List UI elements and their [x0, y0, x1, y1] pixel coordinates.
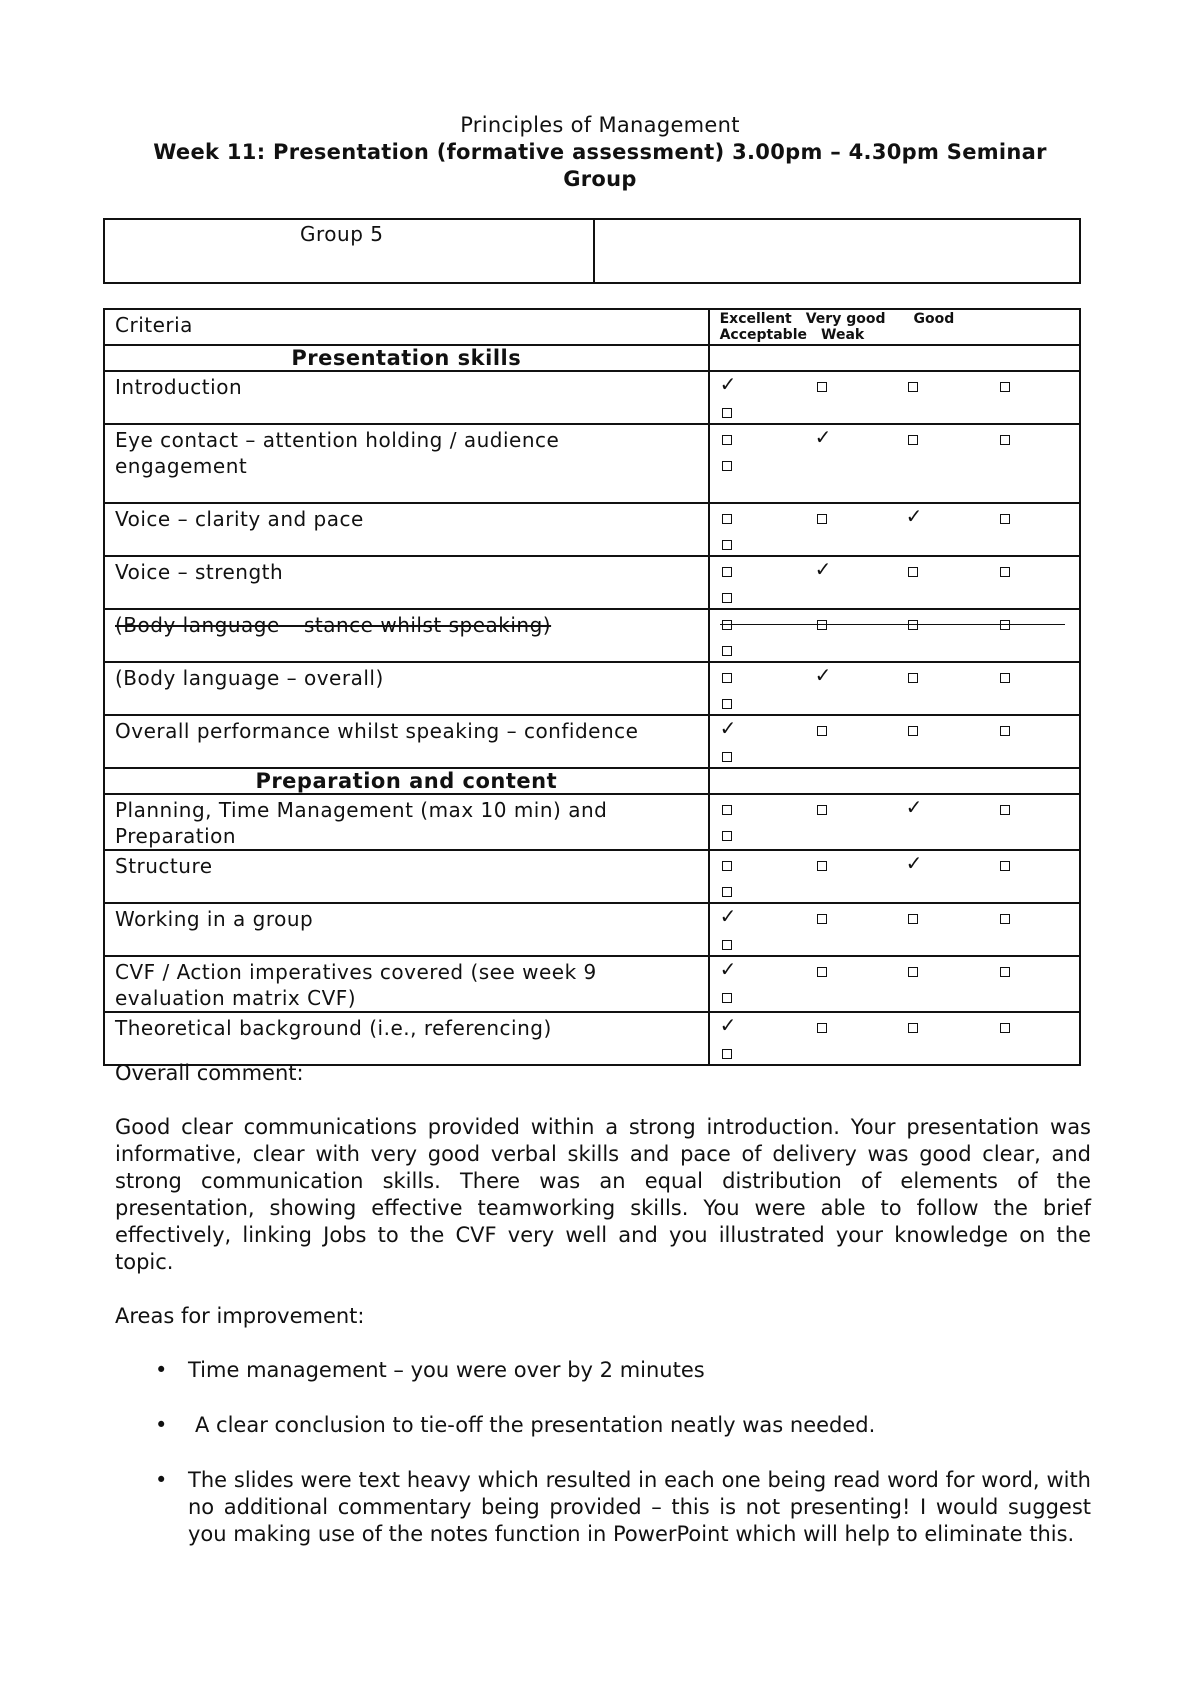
section-rating-blank	[709, 345, 1080, 371]
checkbox-good-icon	[908, 435, 918, 445]
rating-cell	[709, 503, 1080, 556]
section-rating-blank	[709, 768, 1080, 794]
group-value-cell	[594, 219, 1080, 283]
rating-cell	[709, 556, 1080, 609]
document-subtitle-continued: Group	[563, 167, 637, 191]
checkbox-good-icon	[908, 673, 918, 683]
document-title: Principles of Management	[460, 113, 740, 137]
rating-cell	[709, 956, 1080, 1012]
checkbox-weak-icon	[722, 646, 732, 656]
bullet-icon: •	[155, 1413, 168, 1437]
criteria-row	[104, 503, 1080, 556]
rating-cell	[709, 850, 1080, 903]
criteria-row	[104, 371, 1080, 424]
criteria-label: Voice – strength	[104, 556, 709, 609]
checkbox-weak-icon	[722, 752, 732, 762]
checkbox-weak-icon	[722, 408, 732, 418]
checkbox-very-good-icon	[817, 861, 827, 871]
document-subtitle: Week 11: Presentation (formative assessment) 3.00pm – 4.30pm Seminar	[153, 140, 1047, 164]
rating-scale-header	[709, 309, 1080, 345]
checkbox-acceptable-icon	[1000, 914, 1010, 924]
criteria-row	[104, 556, 1080, 609]
criteria-row	[104, 609, 1080, 662]
checkbox-excellent-icon	[722, 567, 732, 577]
improvement-label: Areas for improvement:	[115, 1304, 365, 1328]
checkmark-good-icon: ✓	[905, 851, 923, 875]
checkbox-good-icon	[908, 726, 918, 736]
criteria-header-label: Criteria	[104, 309, 709, 345]
checkbox-excellent-icon	[722, 435, 732, 445]
criteria-label: (Body language – overall)	[104, 662, 709, 715]
rating-cell	[709, 609, 1080, 662]
criteria-label: Voice – clarity and pace	[104, 503, 709, 556]
checkmark-very-good-icon: ✓	[814, 663, 832, 687]
checkbox-very-good-icon	[817, 382, 827, 392]
criteria-table	[103, 308, 1081, 1066]
criteria-row	[104, 424, 1080, 503]
scale-good: Good	[913, 311, 955, 327]
checkbox-acceptable-icon	[1000, 805, 1010, 815]
criteria-label: Working in a group	[104, 903, 709, 956]
section-title: Presentation skills	[104, 345, 709, 371]
checkbox-acceptable-icon	[1000, 435, 1010, 445]
scale-very-good: Very good	[805, 311, 886, 327]
checkbox-very-good-icon	[817, 914, 827, 924]
checkbox-acceptable-icon	[1000, 382, 1010, 392]
criteria-label: Introduction	[104, 371, 709, 424]
checkbox-acceptable-icon	[1000, 967, 1010, 977]
checkbox-very-good-icon	[817, 620, 827, 630]
section-title: Preparation and content	[104, 768, 709, 794]
checkmark-good-icon: ✓	[905, 795, 923, 819]
section-row	[104, 345, 1080, 371]
criteria-label: Planning, Time Management (max 10 min) and Preparation	[104, 794, 709, 850]
rating-cell	[709, 371, 1080, 424]
checkbox-excellent-icon	[722, 514, 732, 524]
checkbox-acceptable-icon	[1000, 861, 1010, 871]
bullet-icon: •	[155, 1468, 168, 1492]
checkbox-good-icon	[908, 967, 918, 977]
rating-cell	[709, 424, 1080, 503]
checkmark-very-good-icon: ✓	[814, 557, 832, 581]
checkbox-weak-icon	[722, 699, 732, 709]
checkbox-excellent-icon	[722, 620, 732, 630]
checkbox-acceptable-icon	[1000, 673, 1010, 683]
improvement-item	[115, 1412, 1091, 1439]
criteria-label: (Body language – stance whilst speaking)	[104, 609, 709, 662]
checkbox-acceptable-icon	[1000, 726, 1010, 736]
checkbox-excellent-icon	[722, 673, 732, 683]
section-row	[104, 768, 1080, 794]
strikethrough-line	[720, 624, 1065, 625]
scale-weak: Weak	[821, 327, 865, 343]
checkbox-good-icon	[908, 567, 918, 577]
rating-cell	[709, 715, 1080, 768]
criteria-label: Overall performance whilst speaking – confidence	[104, 715, 709, 768]
checkbox-acceptable-icon	[1000, 514, 1010, 524]
criteria-row	[104, 850, 1080, 903]
checkbox-very-good-icon	[817, 967, 827, 977]
checkbox-excellent-icon	[722, 861, 732, 871]
checkbox-weak-icon	[722, 593, 732, 603]
overall-comment-text: Good clear communications provided within a strong introduction. Your presentation was informative, clear with very good verbal skills and pace of delivery was good clear, and strong communication skills. There was an equal distribution of elements of the presentation, showing effective teamworking skills. You were able to follow the brief effectively, linking Jobs to the CVF very well and you illustrated your knowledge on the topic.	[115, 1115, 1091, 1274]
rating-cell	[709, 794, 1080, 850]
checkmark-excellent-icon: ✓	[719, 372, 737, 396]
checkbox-excellent-icon	[722, 805, 732, 815]
criteria-row	[104, 903, 1080, 956]
improvement-list	[115, 1357, 1091, 1548]
checkbox-acceptable-icon	[1000, 1023, 1010, 1033]
checkbox-very-good-icon	[817, 726, 827, 736]
checkmark-excellent-icon: ✓	[719, 716, 737, 740]
criteria-label: CVF / Action imperatives covered (see week 9 evaluation matrix CVF)	[104, 956, 709, 1012]
criteria-row	[104, 1012, 1080, 1065]
checkbox-acceptable-icon	[1000, 567, 1010, 577]
checkbox-weak-icon	[722, 831, 732, 841]
checkbox-weak-icon	[722, 993, 732, 1003]
criteria-row	[104, 794, 1080, 850]
checkbox-weak-icon	[722, 540, 732, 550]
group-table	[103, 218, 1081, 284]
checkmark-excellent-icon: ✓	[719, 904, 737, 928]
improvement-text: Time management – you were over by 2 minutes	[188, 1358, 705, 1382]
checkmark-excellent-icon: ✓	[719, 1013, 737, 1037]
criteria-label: Theoretical background (i.e., referencing)	[104, 1012, 709, 1065]
checkmark-excellent-icon: ✓	[719, 957, 737, 981]
checkbox-good-icon	[908, 914, 918, 924]
improvement-item	[115, 1467, 1091, 1548]
checkbox-very-good-icon	[817, 1023, 827, 1033]
improvement-text: A clear conclusion to tie-off the presentation neatly was needed.	[195, 1413, 876, 1437]
scale-excellent: Excellent	[719, 311, 792, 327]
criteria-label: Eye contact – attention holding / audience engagement	[104, 424, 709, 503]
checkbox-weak-icon	[722, 1049, 732, 1059]
checkbox-very-good-icon	[817, 805, 827, 815]
checkbox-very-good-icon	[817, 514, 827, 524]
overall-comment-label: Overall comment:	[115, 1061, 304, 1085]
criteria-table-body	[104, 309, 1080, 1065]
criteria-row	[104, 956, 1080, 1012]
criteria-header-row	[104, 309, 1080, 345]
document-title-block	[0, 112, 1200, 193]
checkbox-good-icon	[908, 382, 918, 392]
rating-cell	[709, 662, 1080, 715]
checkmark-very-good-icon: ✓	[814, 425, 832, 449]
rating-cell	[709, 1012, 1080, 1065]
criteria-row	[104, 715, 1080, 768]
checkmark-good-icon: ✓	[905, 504, 923, 528]
criteria-row	[104, 662, 1080, 715]
criteria-label: Structure	[104, 850, 709, 903]
comments-section	[115, 1060, 1091, 1576]
checkbox-good-icon	[908, 620, 918, 630]
scale-acceptable: Acceptable	[719, 327, 807, 343]
improvement-item	[115, 1357, 1091, 1384]
bullet-icon: •	[155, 1358, 168, 1382]
checkbox-weak-icon	[722, 461, 732, 471]
improvement-text: The slides were text heavy which resulted in each one being read word for word, with no additional commentary being provided – this is not presenting! I would suggest you making use of the notes function in PowerPoint which will help to eliminate this.	[188, 1468, 1091, 1546]
rating-cell	[709, 903, 1080, 956]
checkbox-weak-icon	[722, 940, 732, 950]
checkbox-acceptable-icon	[1000, 620, 1010, 630]
checkbox-good-icon	[908, 1023, 918, 1033]
group-label: Group 5	[104, 219, 594, 283]
checkbox-weak-icon	[722, 887, 732, 897]
